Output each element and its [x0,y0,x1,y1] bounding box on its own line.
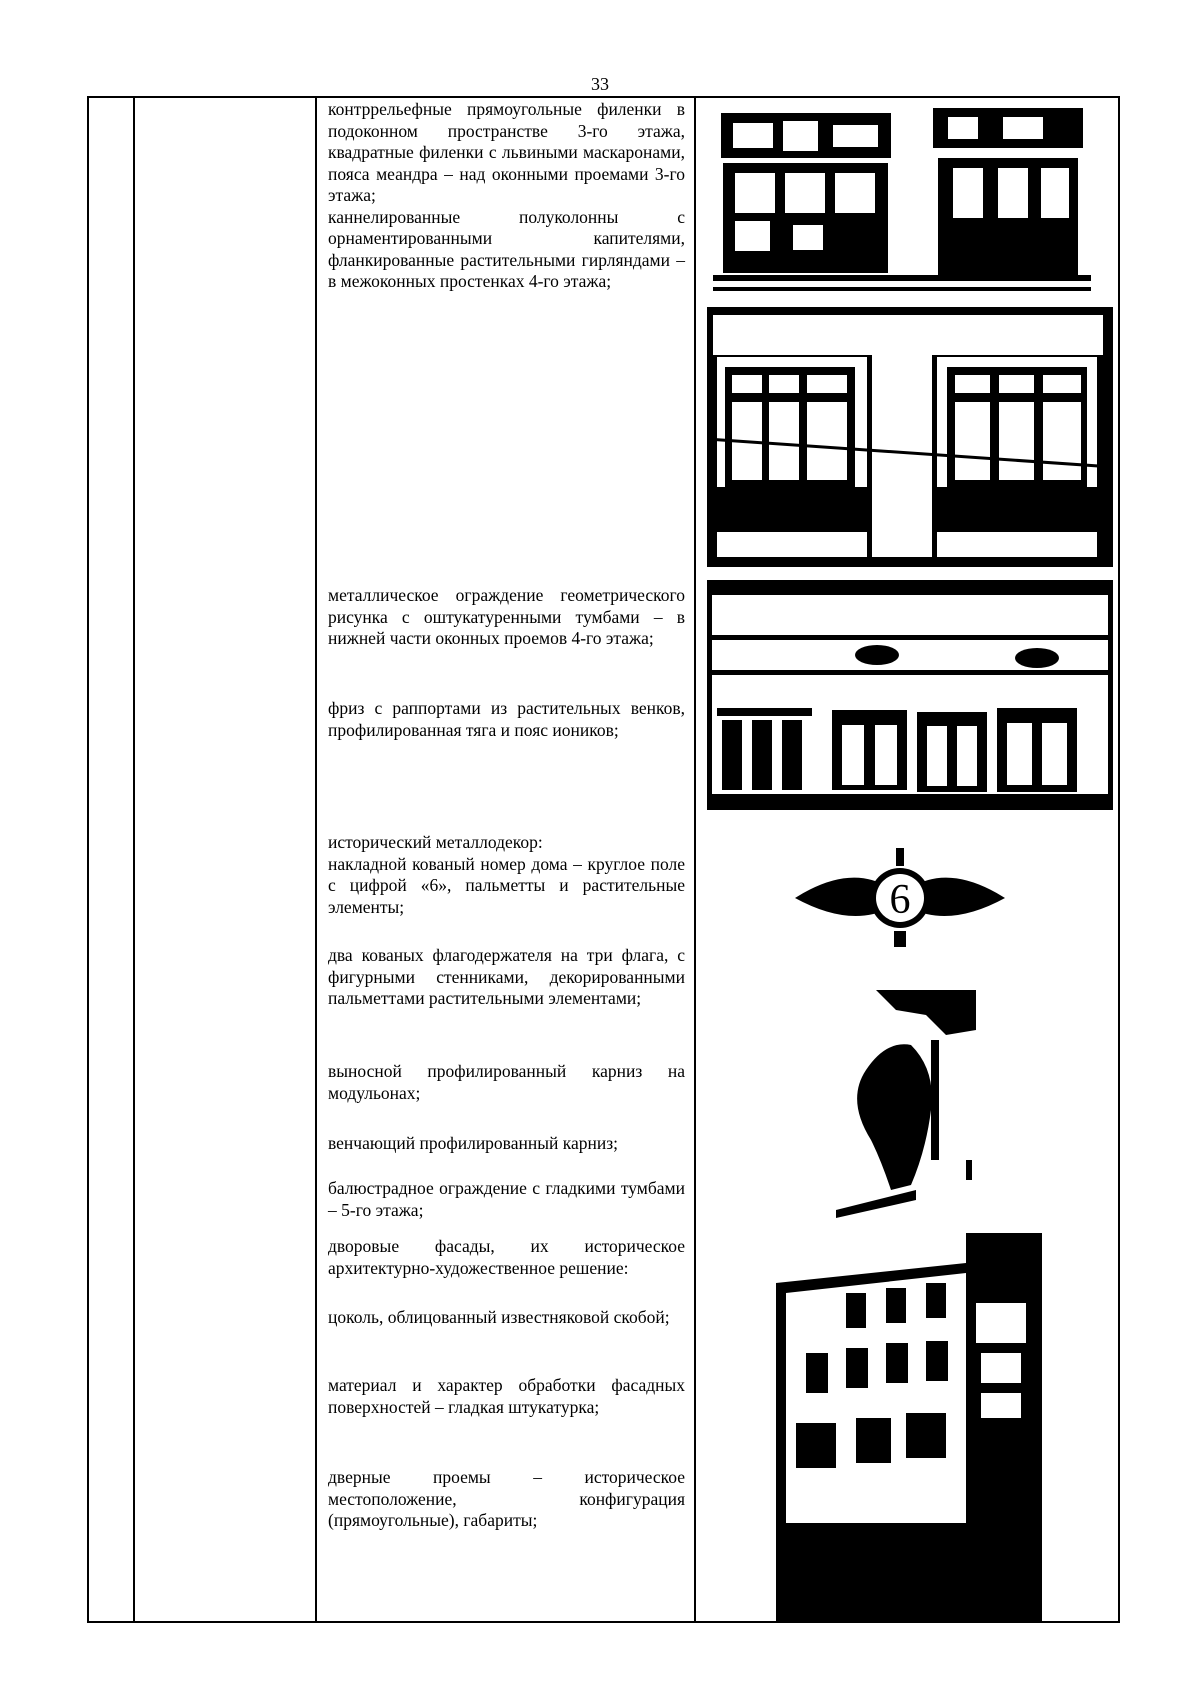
paragraph: венчающий профилированный карниз; [328,1133,618,1153]
text-block-facade-panels [328,99,685,293]
paragraph: дверные проемы – историческое местоположение, конфигурация (прямоугольные), габариты; [328,1467,685,1530]
photo-house-number-plaque [790,843,1010,951]
text-block-railing [328,585,685,650]
paragraph: металлическое ограждение геометрического рисунка с оштукатуренными тумбами – в нижней части оконных проемов 4-го этажа; [328,585,685,648]
column-divider-3 [694,96,696,1623]
column-divider-1 [133,96,135,1623]
paragraph: фриз с раппортами из растительных венков, профилированная тяга и пояс иоников; [328,698,685,740]
paragraph: материал и характер обработки фасадных поверхностей – гладкая штукатурка; [328,1375,685,1417]
photo-third-floor-windows [713,103,1091,293]
text-block-courtyard [328,1236,685,1279]
photo-fourth-floor-windows [707,307,1113,567]
photo-flag-holder [836,990,981,1220]
paragraph: контррельефные прямоугольные филенки в подоконном пространстве 3-го этажа, квадратные филенки с львиными маскаронами, пояса меандра – над оконными проемами 3-го этажа; [328,99,685,205]
house-number-digit: 6 [889,877,911,923]
photo-courtyard-facade [776,1233,1042,1623]
paragraph: исторический металлодекор: [328,832,543,852]
page-number: 33 [591,74,609,94]
paragraph: цоколь, облицованный известняковой скобой; [328,1307,670,1327]
column-divider-2 [315,96,317,1623]
paragraph: каннелированные полуколонны с орнаментированными капителями, фланкированные растительными гирляндами – в межоконных простенках 4-го этажа; [328,206,685,291]
text-block-finish [328,1375,685,1418]
text-block-metal-decor [328,832,685,918]
text-block-cornice [328,1061,685,1104]
text-block-plinth [328,1307,685,1329]
photo-frieze-railing [707,580,1113,810]
paragraph: дворовые фасады, их историческое архитектурно-художественное решение: [328,1236,685,1278]
paragraph: два кованых флагодержателя на три флага, с фигурными стенниками, декорированными пальметтами растительными элементами; [328,945,685,1008]
text-block-balustrade [328,1178,685,1221]
text-block-top-cornice [328,1133,685,1155]
text-block-frieze [328,698,685,741]
text-block-doors [328,1467,685,1532]
text-block-flag-holders [328,945,685,1010]
paragraph: выносной профилированный карниз на модульонах; [328,1061,685,1103]
paragraph: балюстрадное ограждение с гладкими тумбами – 5-го этажа; [328,1178,685,1220]
paragraph: накладной кованый номер дома – круглое поле с цифрой «6», пальметты и растительные элементы; [328,853,685,917]
